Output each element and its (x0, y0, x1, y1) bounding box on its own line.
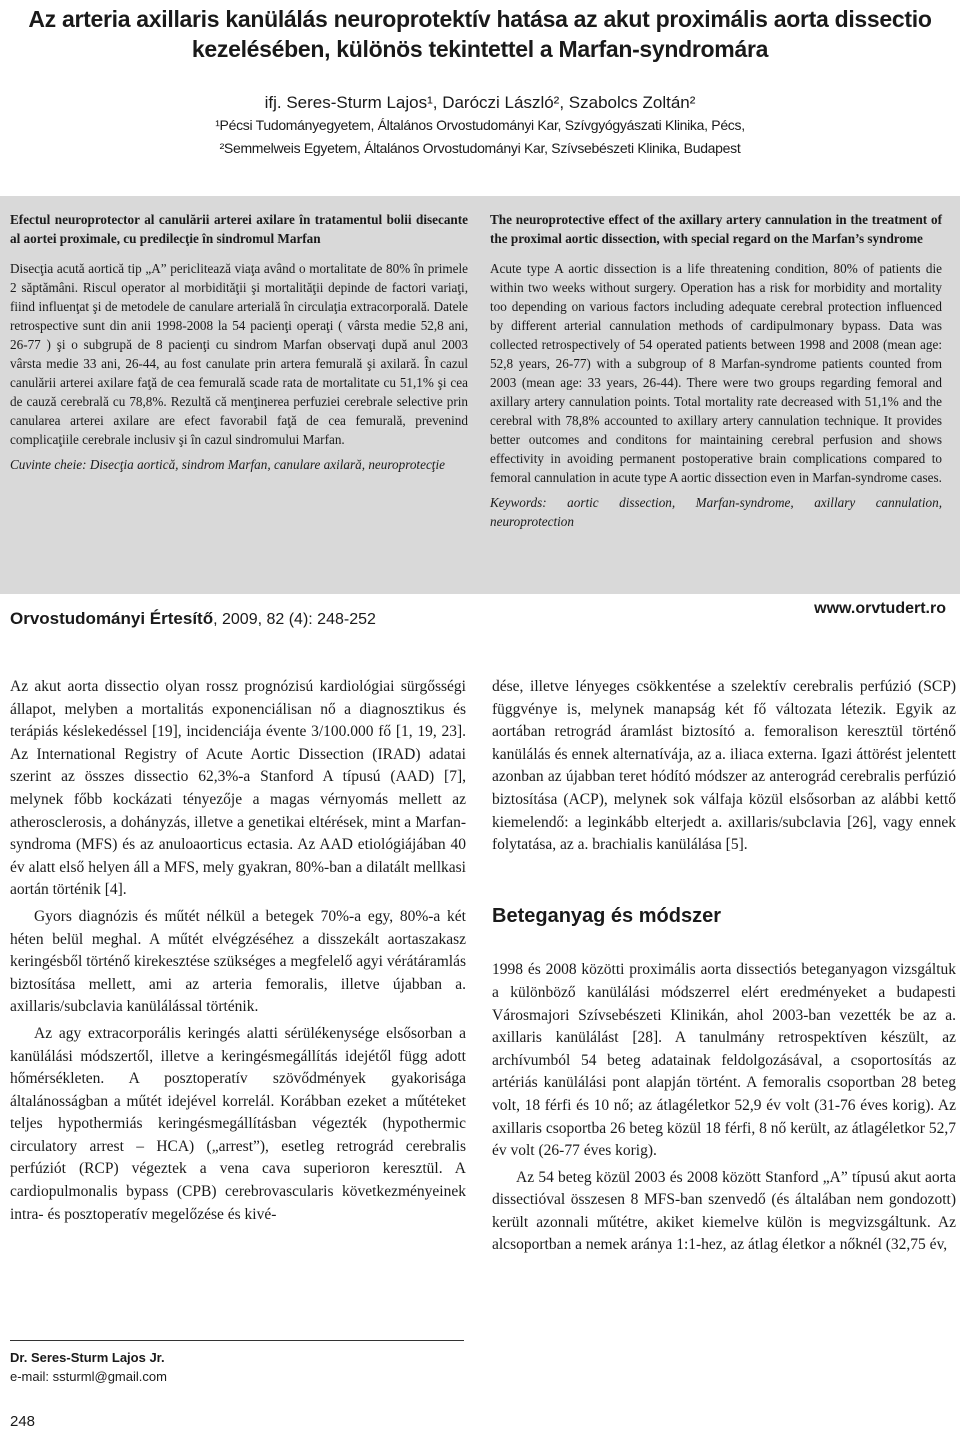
article-title-line1: Az arteria axillaris kanülálás neuroprotektív hatása az akut proximális aorta dissectio (28, 6, 932, 32)
footnote-divider (10, 1340, 464, 1341)
correspondence-email: e-mail: ssturml@gmail.com (10, 1369, 167, 1384)
abstract-en-title: The neuroprotective effect of the axillary artery cannulation in the treatment of the proximal aortic dissection, with special regard on the Marfan’s syndrome (490, 212, 942, 246)
journal-website-link[interactable]: www.orvtudert.ro (814, 600, 946, 617)
abstract-en-keywords: Keywords: aortic dissection, Marfan-syndrome, axillary cannulation, neuroprotection (490, 495, 942, 529)
abstract-ro-body: Disecţia acută aortică tip „A” periclitează viaţa având o mortalitate de 80% în primele 2 săptămâni. Riscul operator al morbidităţii şi mortalităţii depinde de factori variaţi, fiind influenţat şi de metodele de canulare arterială în circulaţia extracorporală. Datele retrospective sunt din anii 1998-2008 la 54 pacienţi operaţi ( vârsta medie 52,8 ani, 26-77 ) şi o subgrupă de 8 pacienţi cu sindrom Marfan observaţi după anul 2003 vârsta medie 33 ani, 26-44, au fost canulate prin artera femurală şi axilară. În cazul canulării arterei axilare faţă de cea femurală scade rata de mortalitate cu 51,1% şi cea de cauză cerebrală cu 78,8%. Rezultă că menţinerea perfuziei cerebrale selective prin canularea arterei axilare are efect favorabil faţă de cea femurală, prevenind complicaţiile cerebrale inclusiv şi în cazul sindromului Marfan. (10, 261, 468, 447)
author-names: ifj. Seres-Sturm Lajos¹, Daróczi László², Szabolcs Zoltán² (264, 93, 696, 112)
abstract-en-body: Acute type A aortic dissection is a life threatening condition, 80% of patients die within two weeks without surgery. Operation has a risk for morbidity and mortality too depending on various factors including adequate cerebral protection influenced by different arterial cannulation methods of cardipulmonary bypass. Data was collected retrospectively of 54 operated patients between 1998 and 2008 (mean age: 52,8 years, 26-77) with a subgroup of 8 Marfan-syndrome patients counted from 2003 (mean age: 33 years, 26-44). There were two groups regarding femoral and axillary artery cannulation points. Total mortality rate decreased with 51,1% and the cerebral with 78,8% accounted to axillary artery cannulation technique. It provides better outcomes and conditons for maintaining cerebral perfusion and shows effectivity in avoiding permanent postoperative brain complications compared to femoral cannulation in acute type A aortic dissection even in Marfan-syndrome cases. (490, 261, 942, 485)
abstract-ro-keywords: Cuvinte cheie: Disecţia aortică, sindrom Marfan, canulare axilară, neuroprotecţie (10, 457, 445, 472)
body-paragraph: 1998 és 2008 közötti proximális aorta dissectiós beteganyagon vizsgáltuk a különböző kanülálási módszerrel elért eredményeket a budapesti Városmajori Szívsebészeti Klinikán, ahol 2003-ban vezették be az a. axillaris kanülálást [28]. A tanulmány retrospektíven készült, az archívumból 54 beteg adatainak feldolgozásával, a csoportosítás az artériás kanülálási pont alapján történt. A femoralis csoportban 28 beteg volt, 18 férfi és 10 nő; az átlagéletkor 52,9 év volt (31-76 éves korig). Az axillaris csoportba 26 beteg közül 18 férfi, 8 nő került, az átlagéletkor 52,7 év volt (26-77 éves korig). (492, 961, 956, 1160)
journal-issue: , 2009, 82 (4): 248-252 (213, 611, 376, 628)
abstract-box (0, 196, 960, 594)
page-number: 248 (10, 1413, 36, 1430)
correspondence (10, 1348, 167, 1386)
author-list (210, 92, 750, 115)
body-paragraph: Az 54 beteg közül 2003 és 2008 között Stanford „A” típusú akut aorta dissectióval összesen 8 MFS-ban szenvedő (és általában nem gondozott) került azonnali műtétre, akiket kiemelve külön is megvizsgáltunk. Az alcsoportban a nemek aránya 1:1-hez, az átlag életkor a nőknél (32,75 év, (492, 1168, 956, 1254)
section-heading: Beteganyag és módszer (492, 904, 721, 927)
body-column-left (10, 676, 466, 1226)
journal-citation (10, 608, 376, 631)
abstract-romanian (10, 210, 468, 474)
body-paragraph: Gyors diagnózis és műtét nélkül a betegek 70%-a egy, 80%-a két héten belül meghal. A műtét elvégzéséhez a disszekált aortaszakasz keringésből történő kirekesztése szükséges a megfelelő agyi vérátáramlás biztosítása mellett, ami az arteria femoralis, illetve újabban a. axillaris/subclavia kanülálással történik. (10, 907, 466, 1016)
abstract-ro-title: Efectul neuroprotector al canulării arterei axilare în tratamentul bolii disecante al aortei proximale, cu predilecţie în sindromul Marfan (10, 212, 468, 246)
journal-name: Orvostudományi Értesítő (10, 609, 214, 628)
correspondence-name: Dr. Seres-Sturm Lajos Jr. (10, 1350, 165, 1365)
body-column-right (492, 676, 956, 1257)
affiliation-1: ¹Pécsi Tudományegyetem, Általános Orvostudományi Kar, Szívgyógyászati Klinika, Pécs, (215, 117, 745, 133)
body-paragraph: Az akut aorta dissectio olyan rossz prognózisú kardiológiai sürgősségi állapot, melyben a mortalitás exponenciálisan nő a diagnosztikus és terápiás késlekedéssel [19], incidenciája évente 3/100.000 fő [1, 19, 23]. Az International Registry of Acute Aortic Dissection (IRAD) adatai szerint az összes dissectio 62,3%-a Stanford A típusú (AAD) [7], melynek főbb kockázati tényezője a magas vérnyomás mellett az atherosclerosis, a dohányzás, illetve a genetikai eltérések, mint a Marfan-syndroma (MFS) és az anuloaorticus ectasia. Az AAD etiológiájában 40 év alatt első helyen áll a MFS, mely gyakran, 80%-ban a dilatált mellkasi aortán történik [4]. (10, 678, 466, 899)
affiliation-2: ²Semmelweis Egyetem, Általános Orvostudományi Kar, Szívsebészeti Klinika, Budapest (219, 140, 741, 156)
article-title (10, 4, 950, 64)
affiliations (180, 114, 780, 160)
body-paragraph: Az agy extracorporális keringés alatti sérülékenysége elsősorban a kanülálási módszertől, illetve a keringésmegállítás idejétől függ adott hőmérsékleten. A posztoperatív szövődmények gyakorisága általánosságban a műtét idejével korrelál. Korábban ezeket a műtéteket teljes hypothermiás keringésmegállításban végezték (hypothermic circulatory arrest – HCA) („arrest”), esetleg retrográd cerebralis perfúziót (RCP) végeztek a vena cava superioron keresztül. A cardiopulmonalis bypass (CPB) cerebrovascularis következményeinek intra- és posztoperatív megelőzése és kivé- (10, 1024, 466, 1223)
body-paragraph: dése, illetve lényeges csökkentése a szelektív cerebralis perfúzió (SCP) függvénye is, melynek manapság két fő változata létezik. Egyik az aortában retrográd áramlást biztosító a. femoralison keresztül történő kanülálás és ennek alternatívája, az a. iliaca externa. Igazi áttörést jelentett azonban az újabban teret hódító módszer az anterográd cerebralis perfúzió biztosítása (ACP), melynek sok válfaja közül elsősorban az alábbi kettő kiemelendő: a leginkább elterjedt a. axillaris/subclavia [26], vagy ennek folytatása, az a. brachialis kanülálása [5]. (492, 678, 956, 854)
article-title-line2: kezelésében, különös tekintettel a Marfan-syndromára (191, 36, 769, 62)
abstract-english (490, 210, 942, 531)
